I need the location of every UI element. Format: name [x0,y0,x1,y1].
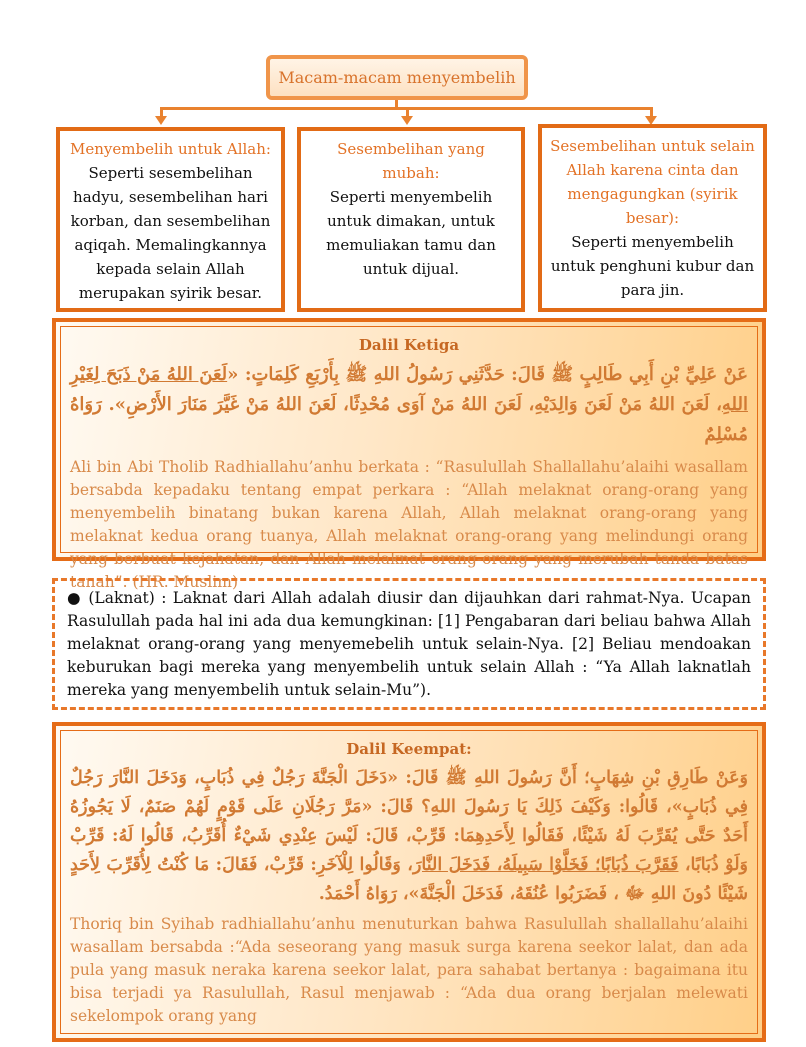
dalil-ketiga-translation: Ali bin Abi Tholib Radhiallahu’anhu berkata : “Rasulullah Shallallahu’alaihi wasallam bersabda kepadaku tentang empat perkara : “Allah melaknat orang-orang yang menyembelih binatang bukan karena Allah, Allah melaknat orang-orang yang melaknat kedua orang tuanya, Allah melaknat orang-orang yang melindungi orang yang berbuat kejahatan, dan Allah melaknat orang-orang yang merubah tanda batas tanah”. (HR. Muslim) [70,458,748,591]
arrow-middle [401,116,413,125]
dalil-keempat-translation: Thoriq bin Syihab radhiallahu’anhu menuturkan bahwa Rasulullah shallallahu’alaihi wasallam bersabda :“Ada seseorang yang masuk surga karena seekor lalat, dan ada pula yang masuk neraka karena seekor lalat, para sahabat bertanya : bagaimana itu bisa terjadi ya Rasulullah, Rasul menjawab : “Ada dua orang berjalan melewati sekelompok orang yang [70,915,748,1025]
laknat-note-text: (Laknat) : Laknat dari Allah adalah diusir dan dijauhkan dari rahmat-Nya. Ucapan Rasulullah pada hal ini ada dua kemungkinan: [1] Pengabaran dari beliau bahwa Allah melaknat orang-orang yang menyemebelih untuk selain-Nya. [2] Beliau mendoakan keburukan bagi mereka yang menyembelih untuk selain Allah : “Ya Allah laknatlah mereka yang menyembelih untuk selain-Mu”). [67,589,751,699]
dalil-ketiga-title: Dalil Ketiga [358,336,460,354]
arrow-left [155,116,167,125]
category-heading: Sesembelihan yang mubah: [337,140,485,182]
category-box-selain-allah [538,124,767,312]
bullet-icon: ● [67,589,82,607]
category-body: Seperti sesembelihan hadyu, sesembelihan hari korban, dan sesembelihan aqiqah. Memalingkannya kepada selain Allah merupakan syirik besar. [70,164,271,302]
category-heading: Sesembelihan untuk selain Allah karena cinta dan mengagungkan (syirik besar): [550,137,755,227]
arabic-underlined: فَقَرَّبَ ذُبَابًا؛ فَخَلَّوْا سَبِيلَهُ، فَدَخَلَ النَّارَ [412,855,679,875]
category-box-allah [56,127,285,312]
dalil-ketiga-arabic: عَنْ عَلِيِّ بْنِ أَبِي طَالِبٍ ﷺ قَالَ: حَدَّثَنِي رَسُولُ اللهِ ﷺ بِأَرْبَعِ كَلِمَاتٍ: «لَعَنَ اللهُ مَنْ ذَبَحَ لِغَيْرِ اللهِ، لَعَنَ اللهُ مَنْ لَعَنَ وَالِدَيْهِ، لَعَنَ اللهُ مَنْ آوَى مُحْدِثًا، لَعَنَ اللهُ مَنْ غَيَّرَ مَنَارَ الأَرْضِ». رَوَاهُ مُسْلِمٌ [70,364,748,445]
dalil-ketiga-box [52,318,766,591]
category-heading: Menyembelih untuk Allah: [70,140,271,158]
dalil-keempat-arabic: وَعَنْ طَارِقِ بْنِ شِهَابٍ؛ أَنَّ رَسُولَ اللهِ ﷺ قَالَ: «دَخَلَ الْجَنَّةَ رَجُلٌ فِي ذُبَابٍ، وَدَخَلَ النَّارَ رَجُلٌ فِي ذُبَابٍ»، قَالُوا: وَكَيْفَ ذَلِكَ يَا رَسُولَ اللهِ؟ قَالَ: «مَرَّ رَجُلَانِ عَلَى قَوْمٍ لَهُمْ صَنَمٌ، لَا يَجُوزُهُ أَحَدٌ حَتَّى يُقَرِّبَ لَهُ شَيْئًا، فَقَالُوا لِأَحَدِهِمَا: قَرِّبْ، قَالَ: لَيْسَ عِنْدِي شَيْءٌ أُقَرِّبُ، قَالُوا لَهُ: قَرِّبْ وَلَوْ ذُبَابًا، فَقَرَّبَ ذُبَابًا؛ فَخَلَّوْا سَبِيلَهُ، فَدَخَلَ النَّارَ، وَقَالُوا لِلْآخَرِ: قَرِّبْ، فَقَالَ: مَا كُنْتُ لِأُقَرِّبَ لِأَحَدٍ شَيْئًا دُونَ اللهِ ﷻ ، فَضَرَبُوا عُنُقَهُ، فَدَخَلَ الْجَنَّةَ»، رَوَاهُ أَحْمَدُ. [70,768,749,904]
diagram-title-text: Macam-macam menyembelih [278,68,516,87]
category-body: Seperti menyembelih untuk dimakan, untuk memuliakan tamu dan untuk dijual. [326,188,496,278]
category-body: Seperti menyembelih untuk penghuni kubur dan para jin. [550,233,755,299]
dalil-keempat-box [52,722,766,1042]
dalil-keempat-title: Dalil Keempat: [346,740,472,758]
arabic-underlined: لَعَنَ اللهُ مَنْ ذَبَحَ لِغَيْرِ اللهِ [70,364,748,415]
category-box-mubah [297,127,525,312]
laknat-note [52,578,766,710]
diagram-title [266,55,528,100]
